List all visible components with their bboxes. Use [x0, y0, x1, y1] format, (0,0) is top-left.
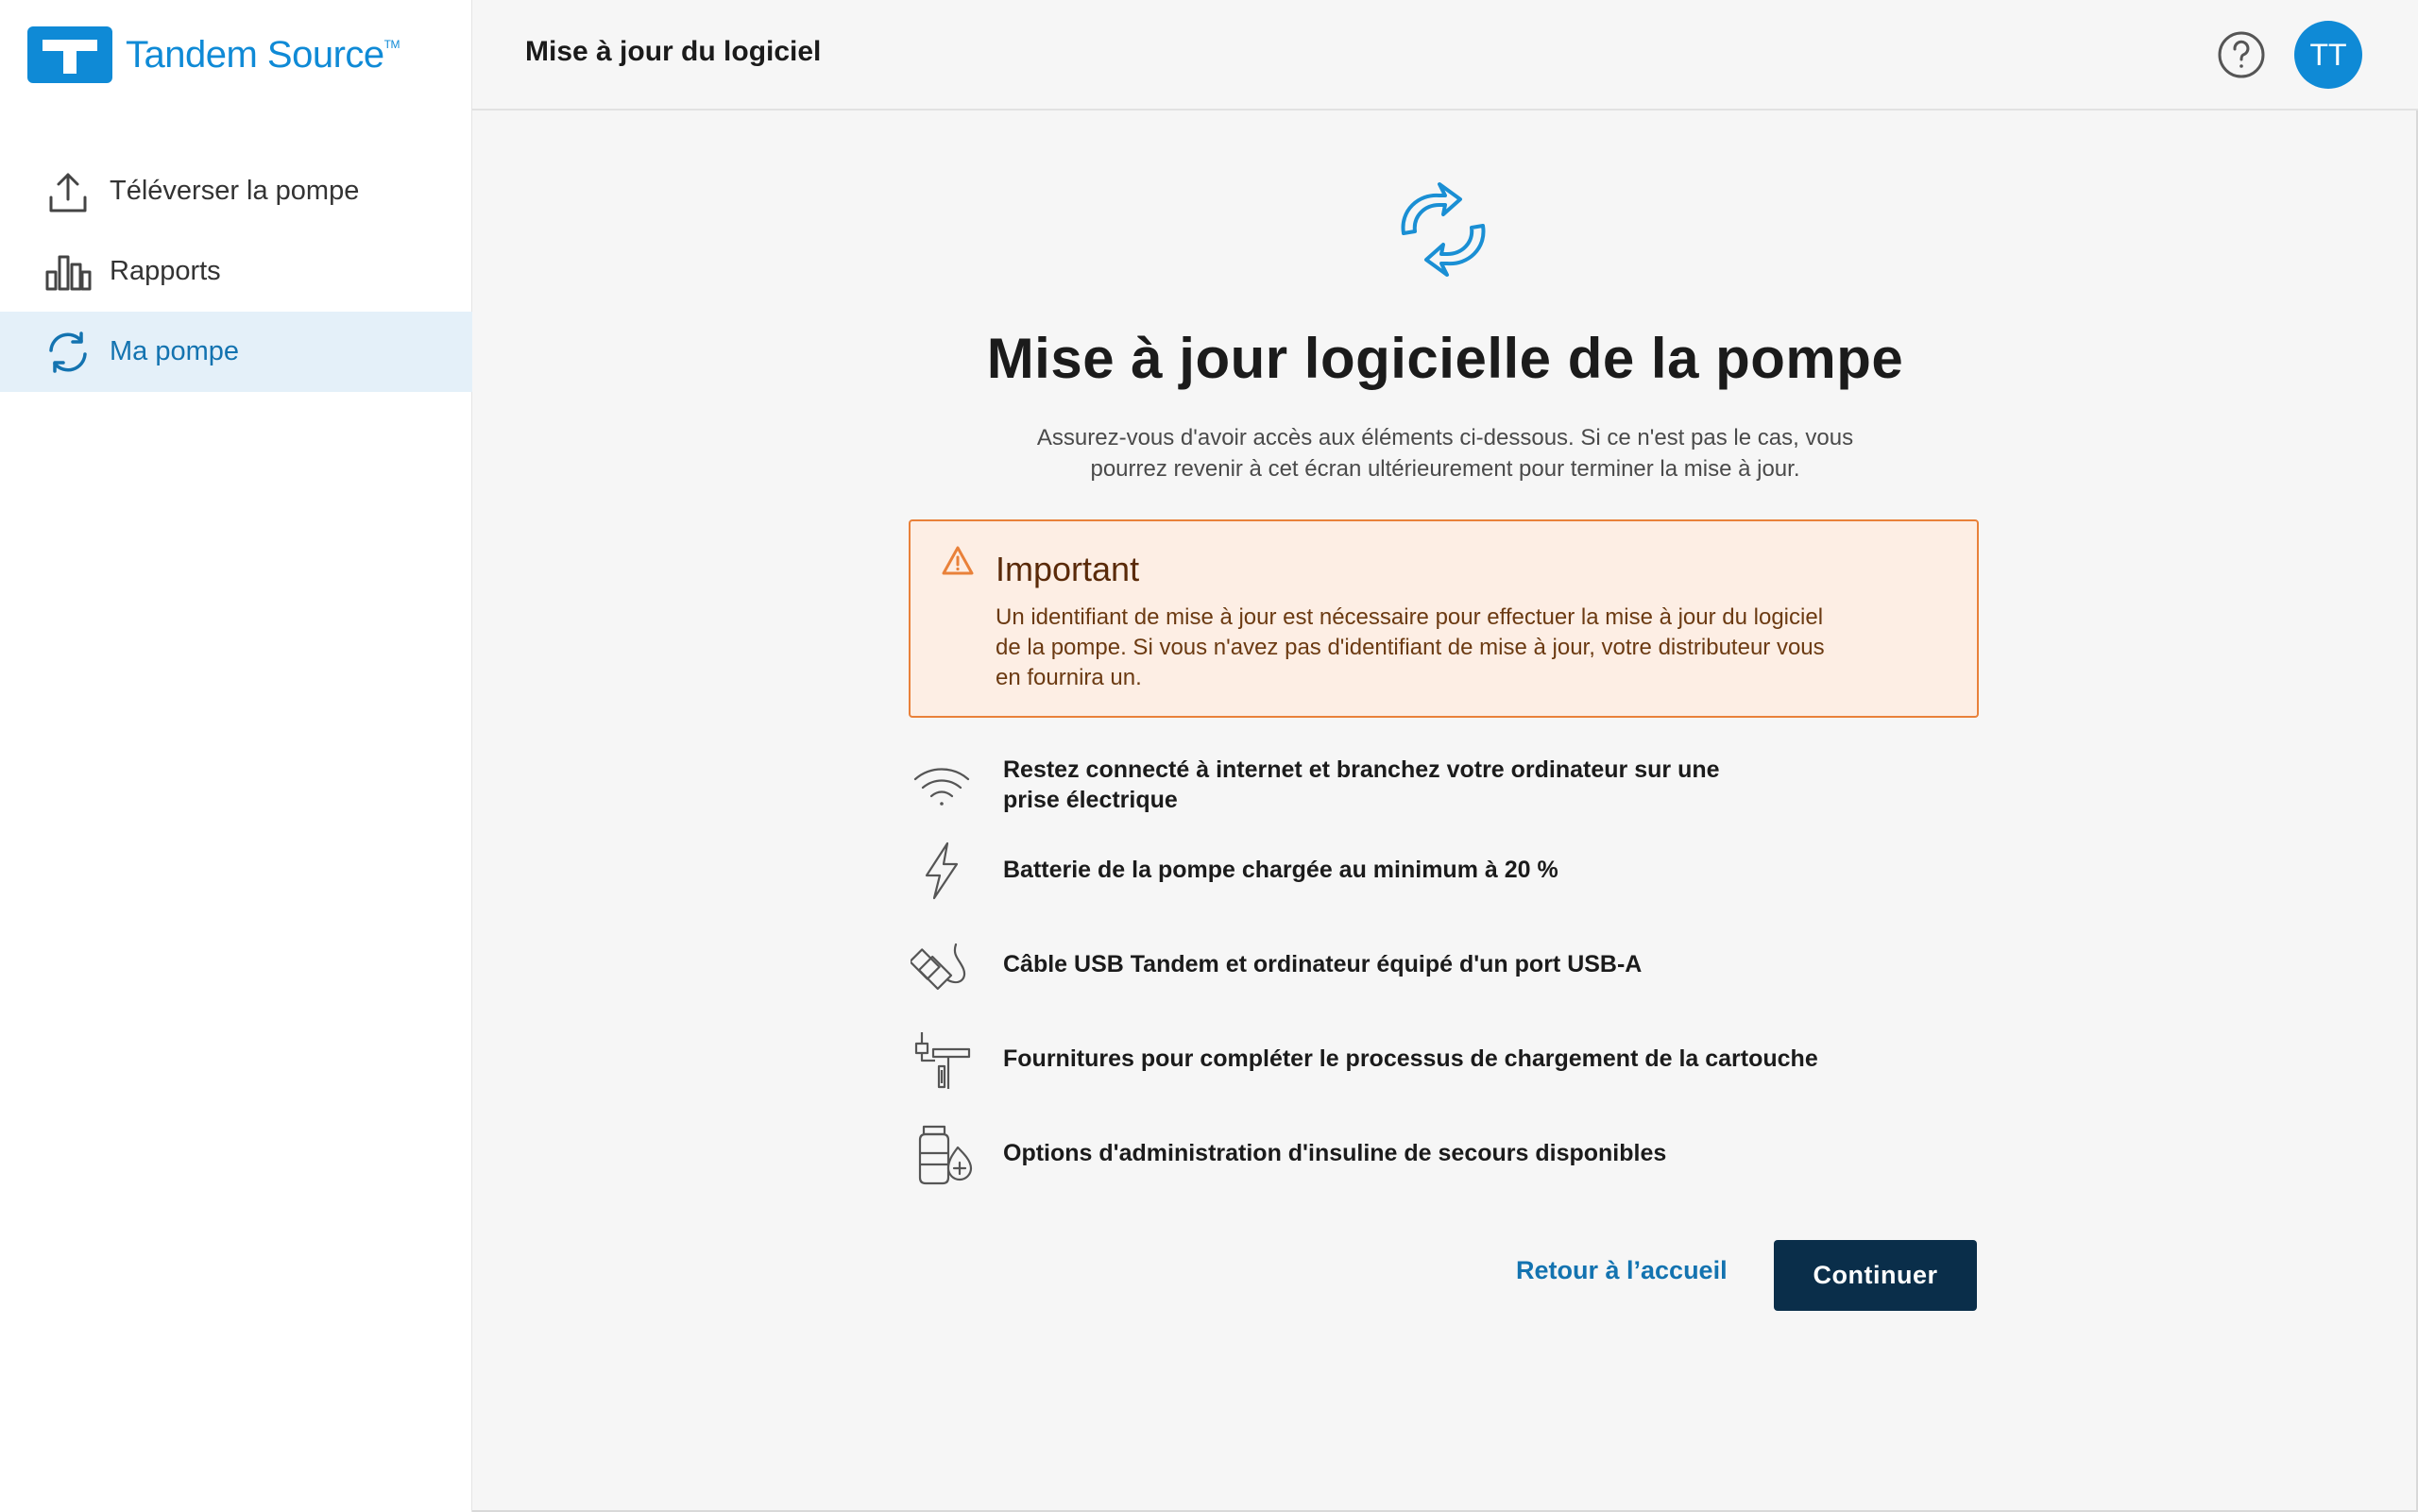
- intro-text: [973, 422, 1917, 484]
- requirement-item-battery: [909, 838, 1558, 904]
- alert-title: Important: [996, 550, 1140, 588]
- sync-icon: [1390, 177, 1496, 282]
- top-header: [472, 0, 2418, 110]
- insulin-vial-icon: [909, 1121, 975, 1187]
- continue-button[interactable]: Continuer: [1774, 1240, 1977, 1311]
- important-alert: [909, 519, 1979, 718]
- tandem-source-logo[interactable]: [27, 26, 400, 83]
- sidebar-nav: [0, 151, 472, 392]
- requirement-text: Batterie de la pompe chargée au minimum à 20 %: [1003, 857, 1558, 883]
- sidebar-item-label: Téléverser la pompe: [110, 176, 360, 206]
- alert-body: [996, 603, 1940, 693]
- logo-trademark: TM: [383, 37, 400, 51]
- intro-line-2: pourrez revenir à cet écran ultérieurement pour terminer la mise à jour.: [1090, 456, 1800, 482]
- refresh-icon: [43, 328, 93, 377]
- sidebar-item-upload-pump[interactable]: [0, 151, 472, 231]
- sidebar-item-label: Ma pompe: [110, 336, 240, 366]
- user-avatar[interactable]: TT: [2294, 21, 2362, 89]
- back-to-home-link[interactable]: Retour à l’accueil: [1516, 1256, 1728, 1284]
- help-icon[interactable]: [2217, 30, 2266, 79]
- requirement-text: Restez connecté à internet et branchez votre ordinateur sur une prise électrique: [1003, 756, 1720, 813]
- intro-line-1: Assurez-vous d'avoir accès aux éléments ci-dessous. Si ce n'est pas le cas, vous: [1036, 425, 1854, 450]
- sidebar-item-label: Rapports: [110, 256, 221, 286]
- requirement-text: Câble USB Tandem et ordinateur équipé d'un port USB-A: [1003, 951, 1643, 977]
- warning-icon: [941, 544, 975, 578]
- page-title: Mise à jour du logiciel: [525, 36, 822, 67]
- cartridge-supplies-icon: [909, 1027, 975, 1093]
- requirement-item-usb-cable: [909, 932, 1643, 998]
- wifi-icon: [909, 753, 975, 819]
- lightning-icon: [909, 838, 975, 904]
- sidebar-item-reports[interactable]: [0, 231, 472, 312]
- alert-body-line-2: de la pompe. Si vous n'avez pas d'identifiant de mise à jour, votre distributeur vous: [996, 635, 1825, 660]
- sidebar-item-my-pump[interactable]: [0, 312, 472, 392]
- requirement-item-internet: [909, 753, 1720, 819]
- alert-body-line-3: en fournira un.: [996, 665, 1142, 690]
- requirement-item-backup-insulin: [909, 1121, 1667, 1187]
- usb-cable-icon: [909, 932, 975, 998]
- tandem-logo-icon: [27, 26, 112, 83]
- sidebar: [0, 0, 472, 1512]
- requirement-item-supplies: [909, 1027, 1818, 1093]
- requirement-text: Fournitures pour compléter le processus de chargement de la cartouche: [1003, 1045, 1818, 1072]
- alert-body-line-1: Un identifiant de mise à jour est nécessaire pour effectuer la mise à jour du logiciel: [996, 604, 1824, 630]
- logo-text: Tandem Source™: [126, 33, 400, 76]
- bar-chart-icon: [43, 247, 93, 297]
- main-title: Mise à jour logicielle de la pompe: [986, 327, 1904, 390]
- main-content: [472, 110, 2418, 1512]
- requirement-text: Options d'administration d'insuline de secours disponibles: [1003, 1140, 1667, 1166]
- upload-icon: [43, 167, 93, 216]
